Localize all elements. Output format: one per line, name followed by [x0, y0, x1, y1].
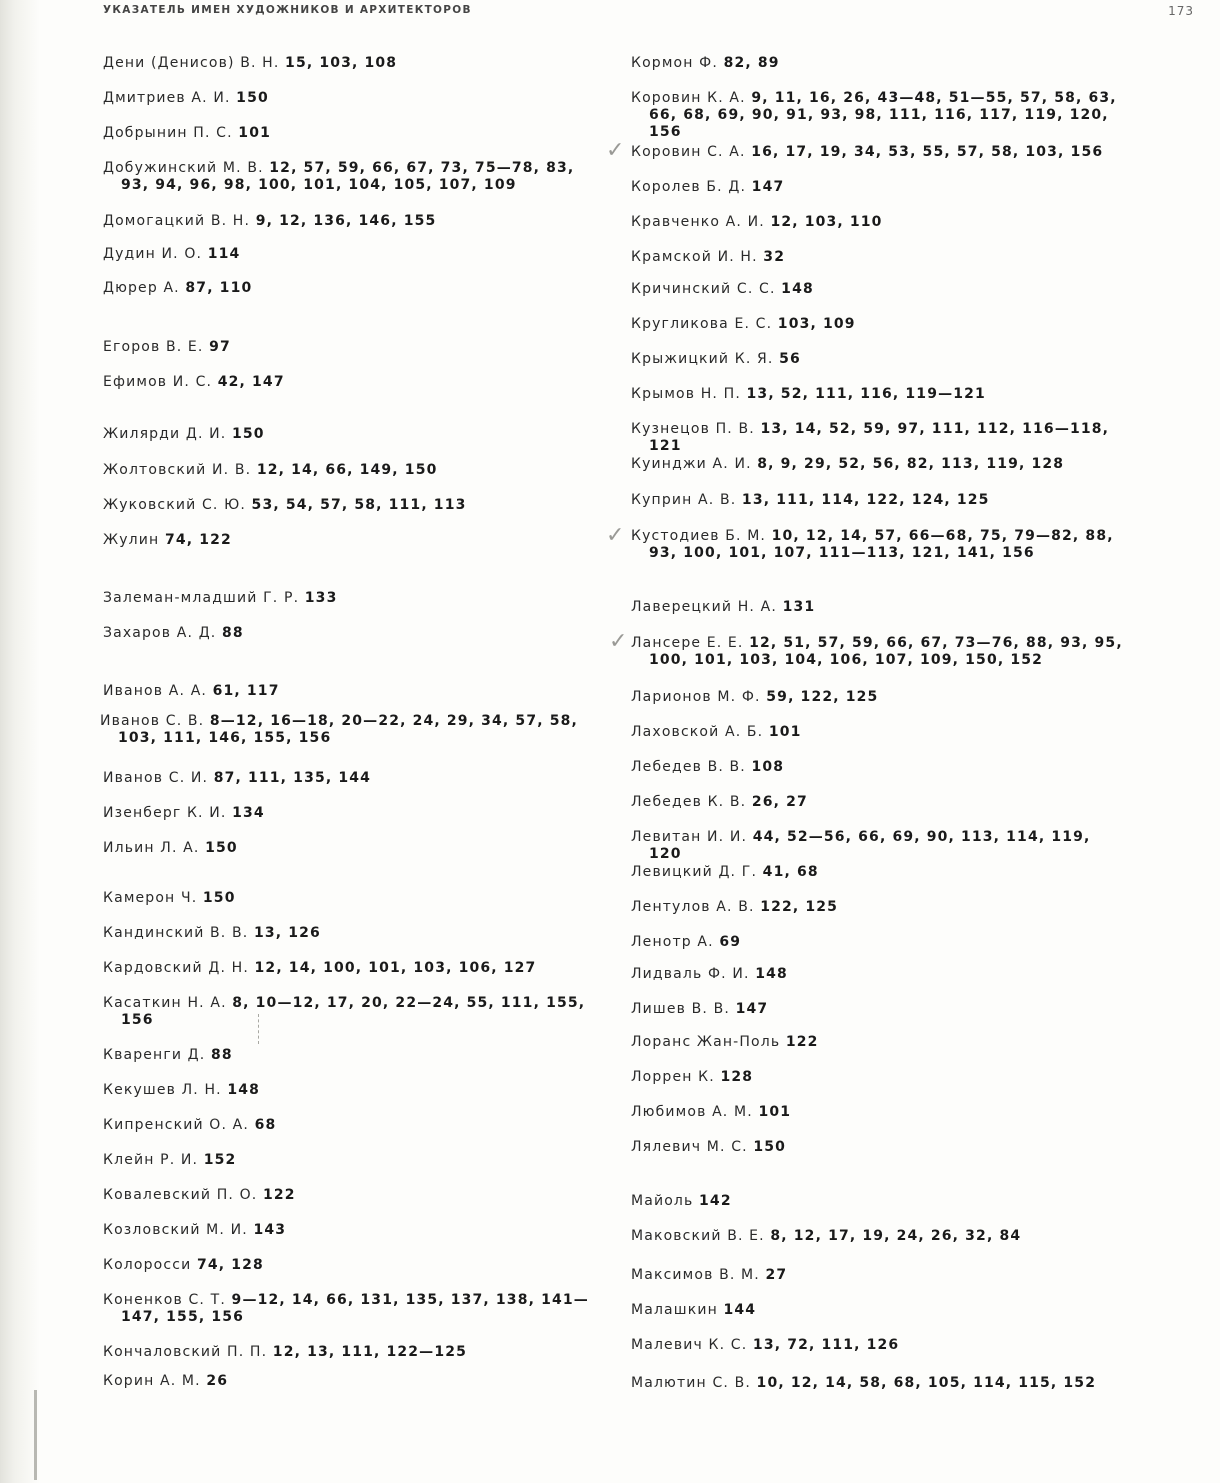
entry-name: Камерон Ч.: [103, 890, 198, 906]
index-entry: [103, 1047, 601, 1064]
entry-pages: 12, 14, 66, 149, 150: [256, 462, 438, 478]
index-entry: [631, 1104, 1129, 1121]
entry-pages: 128: [720, 1069, 754, 1085]
entry-name: Кузнецов П. В.: [631, 421, 755, 437]
index-entry: [103, 1292, 601, 1326]
index-entry: [103, 1082, 601, 1099]
index-entry: [103, 1344, 601, 1361]
entry-name: Лоранс Жан-Поль: [631, 1034, 781, 1050]
entry-name: Малютин С. В.: [631, 1375, 751, 1391]
entry-name: Кустодиев Б. М.: [631, 528, 767, 544]
index-entry: [103, 1187, 601, 1204]
index-entry: [631, 724, 1129, 741]
entry-name: Маковский В. Е.: [631, 1228, 765, 1244]
entry-pages: 41, 68: [762, 864, 819, 880]
entry-pages: 148: [781, 281, 814, 297]
page-spine-shadow: [0, 0, 40, 1483]
entry-name: Клейн Р. И.: [103, 1152, 199, 1168]
entry-pages: 103, 109: [777, 316, 856, 332]
entry-name: Жулин: [103, 532, 160, 548]
entry-name: Козловский М. И.: [103, 1222, 248, 1238]
spine-mark: [34, 1390, 37, 1480]
entry-name: Лентулов А. В.: [631, 899, 755, 915]
entry-name: Коненков С. Т.: [103, 1292, 226, 1308]
index-entry: [631, 635, 1129, 669]
entry-name: Крамской И. Н.: [631, 249, 758, 265]
stray-pencil-mark: [258, 1014, 261, 1044]
index-entry: [103, 1257, 601, 1274]
index-entry: [631, 456, 1129, 473]
running-head: УКАЗАТЕЛЬ ИМЕН ХУДОЖНИКОВ И АРХИТЕКТОРОВ: [103, 4, 472, 16]
entry-pages: 114: [207, 246, 241, 262]
entry-pages: 148: [227, 1082, 261, 1098]
entry-pages: 122: [263, 1187, 296, 1203]
entry-name: Ильин Л. А.: [103, 840, 200, 856]
entry-pages: 42, 147: [217, 374, 285, 390]
index-entry: [631, 1267, 1129, 1284]
index-entry: [103, 840, 601, 857]
index-entry: [631, 829, 1129, 863]
entry-pages: 87, 110: [185, 280, 253, 296]
entry-name: Захаров А. Д.: [103, 625, 217, 641]
entry-name: Иванов С. И.: [103, 770, 209, 786]
entry-pages: 82, 89: [723, 55, 780, 71]
handwritten-check-mark: ✓: [606, 523, 625, 548]
entry-name: Касаткин Н. А.: [103, 995, 227, 1011]
index-entry: [631, 316, 1129, 333]
index-entry: [103, 374, 601, 391]
entry-name: Королев Б. Д.: [631, 179, 747, 195]
index-entry: [103, 532, 601, 549]
entry-name: Жолтовский И. В.: [103, 462, 252, 478]
index-entry: [103, 925, 601, 942]
entry-pages: 69: [719, 934, 742, 950]
entry-pages: 150: [231, 426, 265, 442]
index-entry: [631, 966, 1129, 983]
entry-pages: 88: [222, 625, 244, 641]
entry-pages: 150: [202, 890, 236, 906]
entry-pages: 150: [205, 840, 238, 856]
entry-name: Ефимов И. С.: [103, 374, 213, 390]
entry-pages: 16, 17, 19, 34, 53, 55, 57, 58, 103, 156: [751, 144, 1104, 160]
index-entry: [631, 1302, 1129, 1319]
entry-pages: 12, 103, 110: [770, 214, 883, 230]
entry-pages: 32: [763, 249, 786, 265]
index-entry: [631, 864, 1129, 881]
index-entry: [631, 599, 1129, 616]
entry-pages: 88: [210, 1047, 233, 1063]
index-entry: [631, 1139, 1129, 1156]
entry-name: Иванов С. В.: [100, 713, 205, 729]
entry-pages: 9, 11, 16, 26, 43—48, 51—55, 57, 58, 63, 66, 68, 69, 90, 91, 93, 98, 111, 116, 117, 119, 120, 156: [649, 90, 1117, 140]
handwritten-check-mark: ✓: [609, 629, 628, 654]
entry-pages: 9—12, 14, 66, 131, 135, 137, 138, 141—147, 155, 156: [121, 1292, 589, 1325]
entry-name: Кормон Ф.: [631, 55, 718, 71]
entry-pages: 8, 10—12, 17, 20, 22—24, 55, 111, 155, 156: [121, 995, 586, 1028]
entry-pages: 68: [254, 1117, 277, 1133]
entry-pages: 142: [699, 1193, 732, 1209]
entry-pages: 101: [238, 125, 271, 141]
entry-name: Кипренский О. А.: [103, 1117, 249, 1133]
entry-name: Лаверецкий Н. А.: [631, 599, 777, 615]
entry-pages: 144: [723, 1302, 757, 1318]
index-entry: [100, 713, 598, 747]
index-entry: [631, 1337, 1129, 1354]
entry-pages: 150: [753, 1139, 787, 1155]
entry-name: Кричинский С. С.: [631, 281, 776, 297]
index-entry: [103, 426, 601, 443]
page-number: 173: [1168, 4, 1194, 18]
entry-pages: 26, 27: [751, 794, 808, 810]
index-entry: [103, 960, 601, 977]
entry-pages: 8, 9, 29, 52, 56, 82, 113, 119, 128: [757, 456, 1065, 472]
entry-pages: 12, 14, 100, 101, 103, 106, 127: [254, 960, 537, 976]
entry-name: Крымов Н. П.: [631, 386, 741, 402]
index-entry: [103, 625, 601, 642]
index-entry: [631, 934, 1129, 951]
entry-pages: 131: [782, 599, 816, 615]
index-entry: [631, 386, 1129, 403]
entry-pages: 59, 122, 125: [766, 689, 879, 705]
entry-name: Лаховской А. Б.: [631, 724, 764, 740]
entry-name: Кваренги Д.: [103, 1047, 206, 1063]
entry-name: Лишев В. В.: [631, 1001, 730, 1017]
entry-pages: 53, 54, 57, 58, 111, 113: [251, 497, 467, 513]
entry-name: Лидваль Ф. И.: [631, 966, 750, 982]
entry-name: Дени (Денисов) В. Н.: [103, 55, 280, 71]
entry-name: Дудин И. О.: [103, 246, 203, 262]
index-entry: [103, 1117, 601, 1134]
entry-pages: 8, 12, 17, 19, 24, 26, 32, 84: [770, 1228, 1022, 1244]
entry-name: Максимов В. М.: [631, 1267, 760, 1283]
index-entry: [103, 805, 601, 822]
entry-pages: 74, 128: [196, 1257, 264, 1273]
entry-pages: 150: [236, 90, 269, 106]
entry-name: Кекушев Л. Н.: [103, 1082, 222, 1098]
index-entry: [103, 995, 601, 1029]
entry-pages: 148: [755, 966, 788, 982]
entry-pages: 13, 72, 111, 126: [752, 1337, 900, 1353]
index-entry: [631, 1034, 1129, 1051]
entry-name: Малевич К. С.: [631, 1337, 748, 1353]
entry-name: Ларионов М. Ф.: [631, 689, 761, 705]
entry-name: Кругликова Е. С.: [631, 316, 773, 332]
entry-pages: 101: [768, 724, 802, 740]
entry-pages: 26: [206, 1373, 229, 1389]
entry-name: Кандинский В. В.: [103, 925, 249, 941]
index-entry: [103, 246, 601, 263]
index-entry: [103, 90, 601, 107]
index-entry: [103, 1222, 601, 1239]
handwritten-check-mark: ✓: [606, 138, 625, 163]
entry-name: Лебедев В. В.: [631, 759, 746, 775]
entry-pages: 147: [735, 1001, 769, 1017]
index-entry: [103, 213, 601, 230]
entry-pages: 13, 14, 52, 59, 97, 111, 112, 116—118, 121: [649, 421, 1110, 454]
index-entry: [103, 1373, 601, 1390]
index-entry: [631, 421, 1129, 455]
entry-pages: 133: [304, 590, 338, 606]
index-entry: [103, 160, 601, 194]
index-entry: [103, 890, 601, 907]
entry-pages: 10, 12, 14, 57, 66—68, 75, 79—82, 88, 93, 100, 101, 107, 111—113, 121, 141, 156: [649, 528, 1114, 561]
entry-pages: 8—12, 16—18, 20—22, 24, 29, 34, 57, 58, 103, 111, 146, 155, 156: [118, 713, 578, 746]
entry-pages: 108: [751, 759, 785, 775]
index-entry: [631, 1193, 1129, 1210]
index-entry: [631, 1228, 1129, 1245]
entry-name: Изенберг К. И.: [103, 805, 227, 821]
entry-pages: 97: [209, 339, 231, 355]
index-entry: [631, 351, 1129, 368]
entry-name: Кончаловский П. П.: [103, 1344, 268, 1360]
entry-pages: 44, 52—56, 66, 69, 90, 113, 114, 119, 120: [649, 829, 1091, 862]
index-entry: [631, 899, 1129, 916]
index-entry: [103, 339, 601, 356]
index-entry: [103, 497, 601, 514]
index-entry: [103, 683, 601, 700]
entry-name: Коровин К. А.: [631, 90, 746, 106]
entry-pages: 74, 122: [164, 532, 232, 548]
entry-pages: 87, 111, 135, 144: [213, 770, 372, 786]
index-entry: [103, 125, 601, 142]
entry-pages: 13, 52, 111, 116, 119—121: [746, 386, 986, 402]
entry-name: Коровин С. А.: [631, 144, 746, 160]
entry-name: Малашкин: [631, 1302, 718, 1318]
entry-pages: 12, 51, 57, 59, 66, 67, 73—76, 88, 93, 95, 100, 101, 103, 104, 106, 107, 109, 150, 152: [649, 635, 1123, 668]
index-entry: [103, 280, 601, 297]
index-entry: [631, 1375, 1129, 1392]
index-entry: [631, 90, 1129, 141]
index-entry: [631, 55, 1129, 72]
index-entry: [631, 214, 1129, 231]
index-entry: [631, 794, 1129, 811]
entry-pages: 56: [779, 351, 801, 367]
entry-pages: 12, 57, 59, 66, 67, 73, 75—78, 83, 93, 94, 96, 98, 100, 101, 104, 105, 107, 109: [121, 160, 575, 193]
index-entry: [631, 281, 1129, 298]
index-entry: [631, 759, 1129, 776]
index-entry: [631, 144, 1129, 161]
entry-name: Дюрер А.: [103, 280, 180, 296]
index-entry: [631, 492, 1129, 509]
entry-name: Добужинский М. В.: [103, 160, 264, 176]
entry-name: Любимов А. М.: [631, 1104, 753, 1120]
entry-name: Лоррен К.: [631, 1069, 715, 1085]
entry-pages: 101: [758, 1104, 792, 1120]
entry-name: Кравченко А. И.: [631, 214, 765, 230]
entry-pages: 27: [765, 1267, 788, 1283]
entry-pages: 15, 103, 108: [285, 55, 398, 71]
index-entry: [103, 1152, 601, 1169]
entry-name: Левицкий Д. Г.: [631, 864, 758, 880]
entry-name: Лебедев К. В.: [631, 794, 747, 810]
entry-pages: 10, 12, 14, 58, 68, 105, 114, 115, 152: [756, 1375, 1097, 1391]
entry-name: Майоль: [631, 1193, 694, 1209]
entry-pages: 143: [253, 1222, 287, 1238]
entry-name: Корин А. М.: [103, 1373, 201, 1389]
entry-pages: 152: [203, 1152, 237, 1168]
index-entry: [631, 528, 1129, 562]
index-entry: [631, 1069, 1129, 1086]
entry-name: Жуковский С. Ю.: [103, 497, 246, 513]
entry-pages: 9, 12, 136, 146, 155: [255, 213, 437, 229]
index-entry: [103, 590, 601, 607]
entry-name: Крыжицкий К. Я.: [631, 351, 774, 367]
index-entry: [631, 249, 1129, 266]
entry-name: Лялевич М. С.: [631, 1139, 748, 1155]
index-entry: [631, 179, 1129, 196]
entry-pages: 134: [232, 805, 265, 821]
entry-name: Колоросси: [103, 1257, 192, 1273]
entry-name: Лансере Е. Е.: [631, 635, 744, 651]
entry-pages: 12, 13, 111, 122—125: [272, 1344, 468, 1360]
entry-name: Иванов А. А.: [103, 683, 208, 699]
entry-name: Ковалевский П. О.: [103, 1187, 258, 1203]
entry-pages: 13, 111, 114, 122, 124, 125: [741, 492, 990, 508]
entry-pages: 122, 125: [760, 899, 839, 915]
entry-name: Куинджи А. И.: [631, 456, 752, 472]
entry-name: Добрынин П. С.: [103, 125, 233, 141]
index-entry: [631, 689, 1129, 706]
entry-name: Домогацкий В. Н.: [103, 213, 251, 229]
entry-name: Левитан И. И.: [631, 829, 748, 845]
index-entry: [103, 55, 601, 72]
entry-name: Егоров В. Е.: [103, 339, 204, 355]
entry-pages: 61, 117: [212, 683, 280, 699]
entry-name: Дмитриев А. И.: [103, 90, 231, 106]
entry-name: Куприн А. В.: [631, 492, 737, 508]
entry-name: Залеман-младший Г. Р.: [103, 590, 300, 606]
entry-name: Жилярди Д. И.: [103, 426, 227, 442]
entry-name: Ленотр А.: [631, 934, 714, 950]
entry-pages: 147: [751, 179, 785, 195]
entry-pages: 13, 126: [253, 925, 321, 941]
index-entry: [103, 462, 601, 479]
index-entry: [631, 1001, 1129, 1018]
entry-pages: 122: [785, 1034, 819, 1050]
entry-name: Кардовский Д. Н.: [103, 960, 249, 976]
index-entry: [103, 770, 601, 787]
